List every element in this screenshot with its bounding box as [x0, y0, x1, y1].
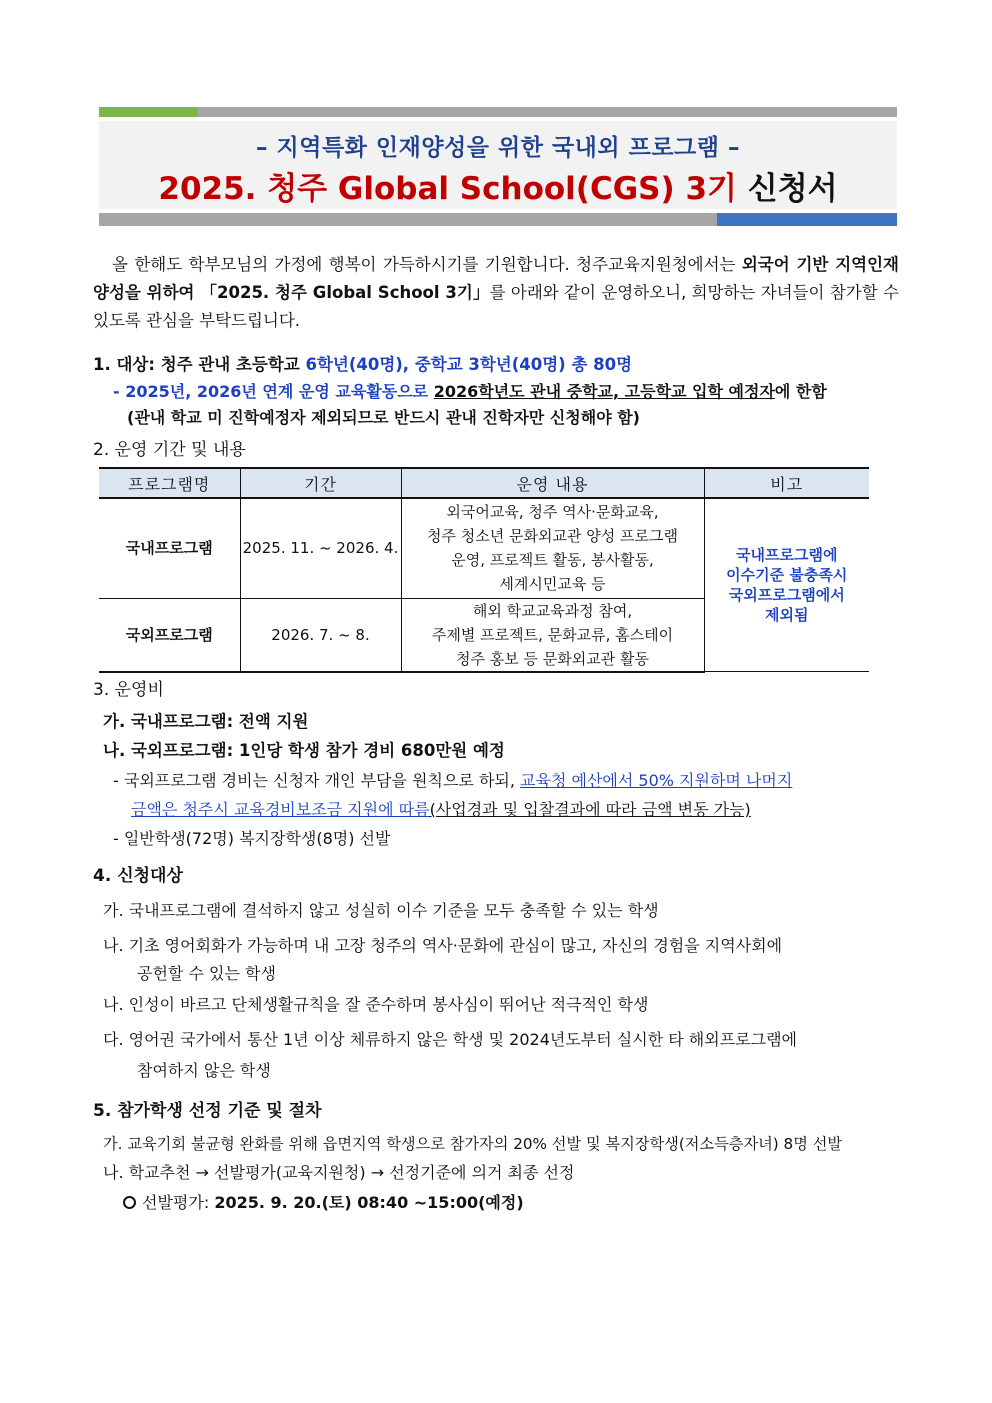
list-item: 나. 기초 영어회화가 가능하며 내 고장 청주의 역사·문화에 관심이 많고, 자신의 경험을 지역사회에: [103, 936, 783, 955]
section-5-heading: 5. 참가학생 선정 기준 및 절차: [93, 1101, 322, 1121]
section-2-heading: 2. 운영 기간 및 내용: [93, 440, 246, 460]
intro-text-end: 를 아래와 같이 운영하오니, 희망하는 자녀들이 참가할 수 있도록 관심을 부탁드립니다.: [93, 283, 899, 330]
intro-bold: 외국어 기반 지역인재 양성을 위하여: [93, 255, 899, 302]
cost-detail-2: 금액은 청주시 교육경비보조금 지원에 따름(사업경과 및 입찰결과에 따라 금액 변동 가능): [131, 800, 751, 819]
table-header: 비고: [704, 468, 869, 498]
header-bottom-bar: [99, 213, 897, 226]
header-top-bar: [99, 107, 897, 117]
program-content: 해외 학교교육과정 참여, 주제별 프로젝트, 문화교류, 홈스테이 청주 홍보 등 문화외교관 활동: [401, 598, 704, 672]
section-3-heading: 3. 운영비: [93, 680, 164, 700]
program-table: [99, 467, 869, 673]
target-count: 6학년(40명), 중학교 3학년(40명) 총 80명: [305, 355, 633, 374]
table-header: 기간: [240, 468, 401, 498]
list-item: 공헌할 수 있는 학생: [137, 964, 276, 983]
list-item: 나. 인성이 바르고 단체생활규칙을 잘 준수하며 봉사심이 뛰어난 적극적인 학생: [103, 995, 649, 1014]
table-row: [99, 498, 869, 598]
program-name: 국외프로그램: [99, 598, 240, 672]
eligibility-condition: 2026학년도 관내 중학교, 고등학교 입학 예정자: [433, 382, 775, 401]
selection-date: 2025. 9. 20.(토) 08:40 ~15:00(예정): [214, 1193, 524, 1212]
cost-domestic: 가. 국내프로그램: 전액 지원: [103, 712, 309, 731]
program-period: 2026. 7. ~ 8.: [240, 598, 401, 672]
subtitle: – 지역특화 인재양성을 위한 국내외 프로그램 –: [256, 135, 740, 161]
table-header: 프로그램명: [99, 468, 240, 498]
program-content: 외국어교육, 청주 역사·문화교육, 청주 청소년 문화외교관 양성 프로그램 운영, 프로젝트 활동, 봉사활동, 세계시민교육 등: [401, 498, 704, 598]
program-name: 국내프로그램: [99, 498, 240, 598]
selection-procedure: 나. 학교추천 → 선발평가(교육지원청) → 선정기준에 의거 최종 선정: [103, 1163, 575, 1182]
intro-text: 올 한해도 학부모님의 가정에 행복이 가득하시기를 기원합니다. 청주교육지원청에서는: [112, 255, 742, 274]
table-header: 운영 내용: [401, 468, 704, 498]
section-1-note: (관내 학교 미 진학예정자 제외되므로 반드시 관내 진학자만 신청해야 함): [127, 408, 640, 427]
section-4-heading: 4. 신청대상: [93, 866, 183, 886]
cost-overseas: 나. 국외프로그램: 1인당 학생 참가 경비 680만원 예정: [103, 741, 505, 760]
cost-selection: - 일반학생(72명) 복지장학생(8명) 선발: [113, 829, 391, 848]
page-title-main: 2025. 청주 Global School(CGS) 3기: [158, 171, 737, 207]
program-period: 2025. 11. ~ 2026. 4.: [240, 498, 401, 598]
selection-schedule: 선발평가: 2025. 9. 20.(토) 08:40 ~15:00(예정): [123, 1193, 524, 1213]
list-item: 다. 영어권 국가에서 통산 1년 이상 체류하지 않은 학생 및 2024년도부터 실시한 타 해외프로그램에: [103, 1030, 797, 1049]
page-title-suffix: 신청서: [747, 171, 838, 207]
header-blue-accent: [717, 213, 897, 226]
section-1-heading: 1. 대상: 청주 관내 초등학교 6학년(40명), 중학교 3학년(40명) 총 80명: [93, 355, 633, 374]
list-item: 참여하지 않은 학생: [137, 1061, 271, 1080]
section-1-condition: - 2025년, 2026년 연계 운영 교육활동으로 2026학년도 관내 중학교, 고등학교 입학 예정자에 한함: [113, 382, 827, 401]
header-green-accent: [99, 107, 197, 117]
selection-criteria: 가. 교육기회 불균형 완화를 위해 읍면지역 학생으로 참가자의 20% 선발 및 복지장학생(저소득층자녀) 8명 선발: [103, 1135, 843, 1153]
circle-bullet-icon: [123, 1196, 136, 1209]
page-title: [99, 163, 897, 208]
title-box: [99, 121, 897, 209]
table-header-row: [99, 468, 869, 498]
cost-detail-1: - 국외프로그램 경비는 신청자 개인 부담을 원칙으로 하되, 교육청 예산에서 50% 지원하며 나머지: [113, 771, 793, 790]
intro-program-name: 「2025. 청주 Global School 3기」: [194, 283, 490, 302]
intro-paragraph: [93, 251, 899, 335]
program-note: 국내프로그램에 이수기준 불충족시 국외프로그램에서 제외됨: [704, 498, 869, 672]
list-item: 가. 국내프로그램에 결석하지 않고 성실히 이수 기준을 모두 충족할 수 있는 학생: [103, 901, 659, 920]
